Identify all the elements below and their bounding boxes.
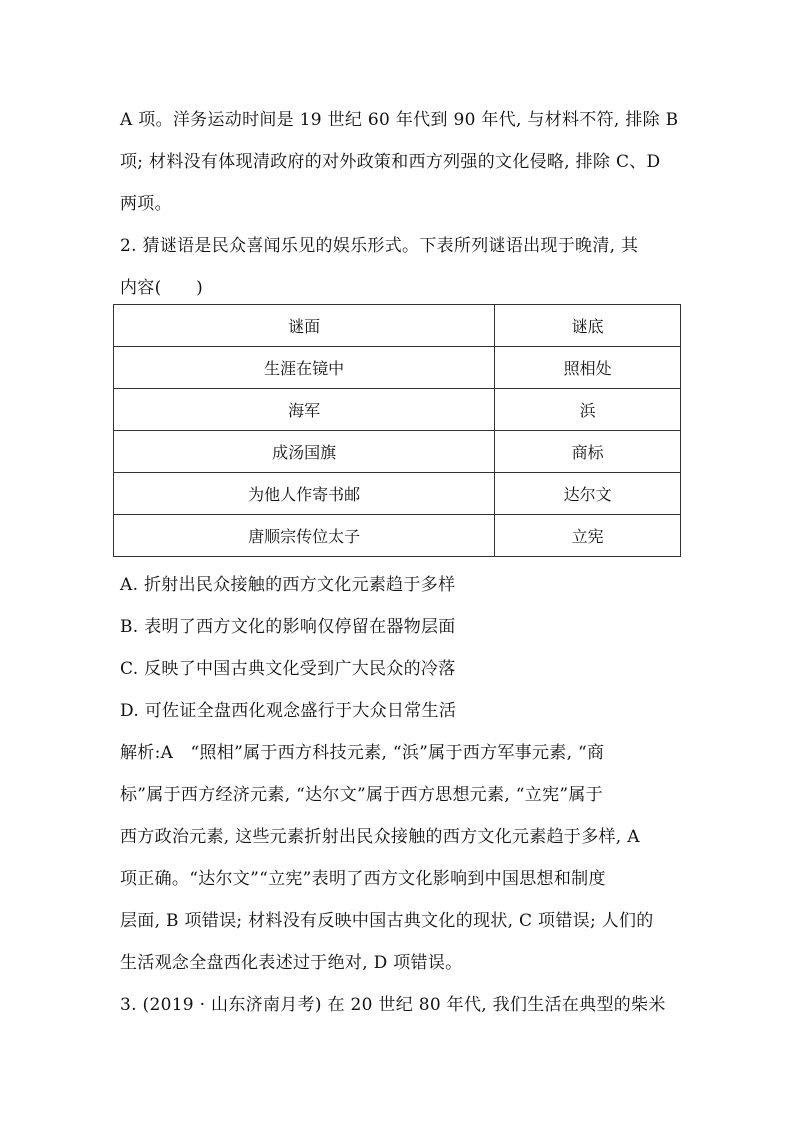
analysis-line-1: 解析:A “照相”属于西方科技元素, “浜”属于西方军事元素, “商 bbox=[120, 743, 605, 763]
q3-stem-line-1: 3. (2019 · 山东济南月考) 在 20 世纪 80 年代, 我们生活在典型的柴米 bbox=[120, 995, 666, 1015]
prev-answer-line-1: A 项。洋务运动时间是 19 世纪 60 年代到 90 年代, 与材料不符, 排除 B bbox=[120, 110, 679, 130]
riddle-cell: 海军 bbox=[114, 389, 495, 431]
table-row bbox=[114, 347, 681, 389]
prev-answer-line-3: 两项。 bbox=[120, 194, 172, 214]
riddle-cell: 唐顺宗传位太子 bbox=[114, 515, 495, 557]
analysis-line-5: 层面, B 项错误; 材料没有反映中国古典文化的现状, C 项错误; 人们的 bbox=[120, 911, 654, 931]
q2-stem-line-2: 内容( ) bbox=[120, 278, 204, 298]
table-row bbox=[114, 515, 681, 557]
option-c: C. 反映了中国古典文化受到广大民众的冷落 bbox=[120, 659, 456, 679]
answer-cell: 浜 bbox=[495, 389, 681, 431]
answer-cell: 立宪 bbox=[495, 515, 681, 557]
header-answer: 谜底 bbox=[495, 305, 681, 347]
riddle-cell: 生涯在镜中 bbox=[114, 347, 495, 389]
answer-cell: 照相处 bbox=[495, 347, 681, 389]
table-row bbox=[114, 431, 681, 473]
header-riddle: 谜面 bbox=[114, 305, 495, 347]
riddle-cell: 为他人作寄书邮 bbox=[114, 473, 495, 515]
analysis-line-4: 项正确。“达尔文”“立宪”表明了西方文化影响到中国思想和制度 bbox=[120, 869, 606, 889]
riddle-cell: 成汤国旗 bbox=[114, 431, 495, 473]
option-d: D. 可佐证全盘西化观念盛行于大众日常生活 bbox=[120, 701, 457, 721]
table-header-row bbox=[114, 305, 681, 347]
answer-cell: 商标 bbox=[495, 431, 681, 473]
analysis-line-3: 西方政治元素, 这些元素折射出民众接触的西方文化元素趋于多样, A bbox=[120, 827, 640, 847]
analysis-line-6: 生活观念全盘西化表述过于绝对, D 项错误。 bbox=[120, 953, 463, 973]
riddle-table bbox=[113, 304, 681, 557]
analysis-line-2: 标”属于西方经济元素, “达尔文”属于西方思想元素, “立宪”属于 bbox=[120, 785, 603, 805]
option-b: B. 表明了西方文化的影响仅停留在器物层面 bbox=[120, 617, 456, 637]
table-row bbox=[114, 473, 681, 515]
option-a: A. 折射出民众接触的西方文化元素趋于多样 bbox=[120, 575, 456, 595]
answer-cell: 达尔文 bbox=[495, 473, 681, 515]
table-row bbox=[114, 389, 681, 431]
prev-answer-line-2: 项; 材料没有体现清政府的对外政策和西方列强的文化侵略, 排除 C、D bbox=[120, 152, 661, 172]
q2-stem-line-1: 2. 猜谜语是民众喜闻乐见的娱乐形式。下表所列谜语出现于晚清, 其 bbox=[120, 236, 639, 256]
